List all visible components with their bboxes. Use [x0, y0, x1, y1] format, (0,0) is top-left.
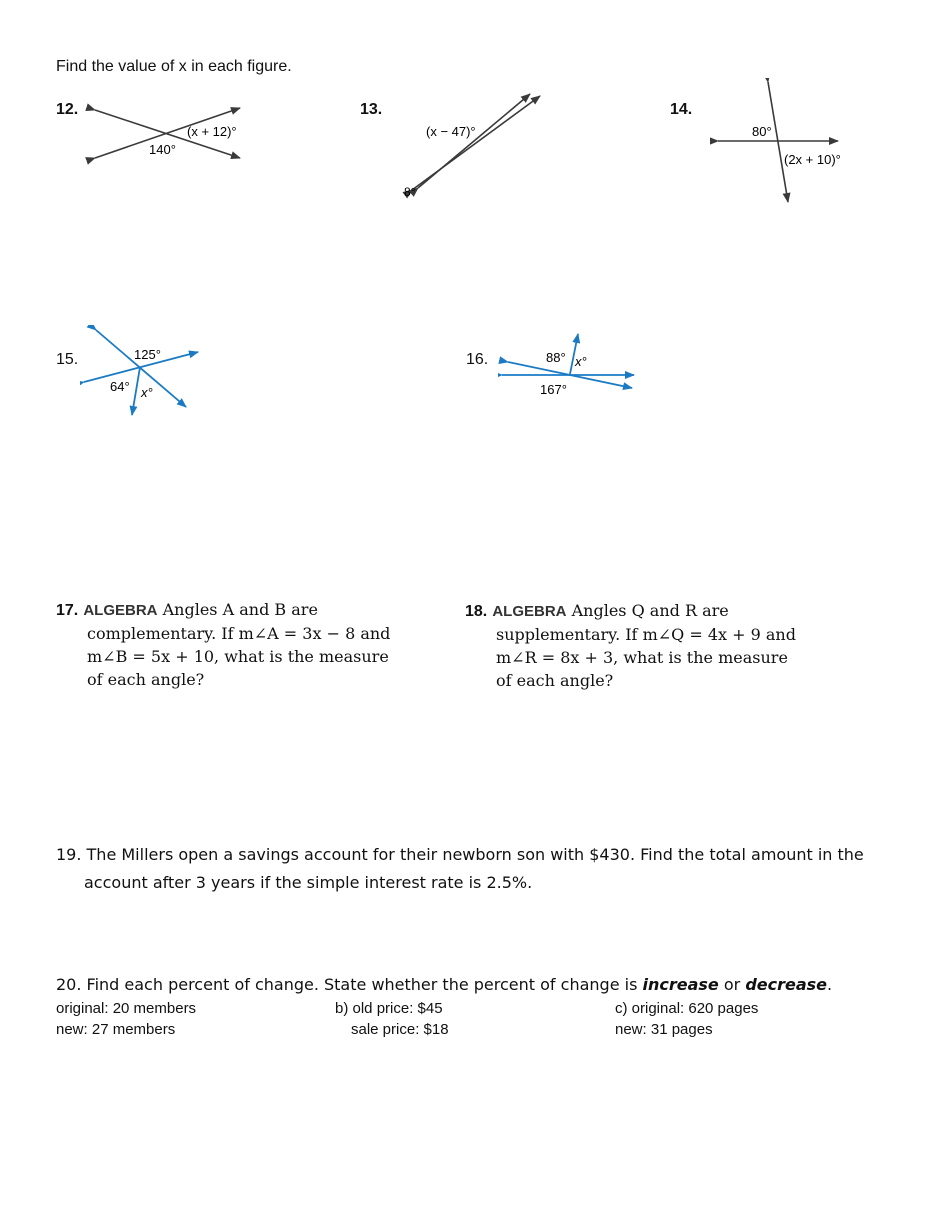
fig16-label-b: x° — [575, 354, 587, 369]
fig14-line-v — [768, 82, 788, 202]
fig15-ray — [132, 367, 140, 415]
part-c-line1: c) original: 620 pages — [615, 1000, 759, 1017]
part-b-line1: b) old price: $45 — [335, 1000, 443, 1017]
problem-20-part-a — [56, 998, 196, 1040]
problem-17-line1: Angles A and B are — [162, 600, 318, 619]
problem-17-line3: m∠B = 5x + 10, what is the measure — [87, 647, 389, 666]
figure-14 — [710, 78, 860, 206]
word-decrease: decrease — [745, 975, 828, 994]
fig12-label-a: (x + 12)° — [187, 124, 237, 139]
fig13-label-a: (x − 47)° — [426, 124, 476, 139]
instructions: Find the value of x in each figure. — [56, 58, 292, 75]
problem-18-line2: supplementary. If m∠Q = 4x + 9 and — [496, 625, 796, 644]
problem-16-number: 16. — [466, 351, 489, 368]
figure-15 — [80, 325, 205, 420]
problem-17-number: 17. — [56, 602, 79, 619]
problem-17-line4: of each angle? — [87, 670, 205, 689]
fig14-label-a: 80° — [752, 124, 772, 139]
part-a-line2: new: 27 members — [56, 1021, 176, 1038]
word-or: or — [718, 975, 746, 994]
figure-16 — [498, 330, 640, 400]
problem-20-part-c — [615, 998, 758, 1040]
problem-18-line3: m∠R = 8x + 3, what is the measure — [496, 648, 788, 667]
problem-19-line2: account after 3 years if the simple interest rate is 2.5%. — [84, 873, 533, 892]
problem-17 — [56, 598, 426, 691]
fig14-label-b: (2x + 10)° — [784, 152, 841, 167]
fig15-label-c: x° — [141, 385, 153, 400]
fig13-label-b: 8° — [404, 185, 416, 199]
problem-19-line1: 19. The Millers open a savings account for their newborn son with $430. Find the total amount in the — [56, 845, 864, 864]
problem-12-number: 12. — [56, 101, 79, 118]
problem-20-part-b — [335, 998, 449, 1040]
problem-18-number: 18. — [465, 603, 488, 620]
problem-18-line4: of each angle? — [496, 671, 614, 690]
problem-20-prompt — [56, 975, 936, 994]
problem-18-category: ALGEBRA — [492, 603, 567, 620]
fig15-label-a: 125° — [134, 347, 161, 362]
figure-13 — [400, 88, 560, 203]
word-increase: increase — [642, 975, 719, 994]
fig13-line-2 — [418, 94, 530, 188]
figure-12 — [85, 98, 255, 168]
fig16-label-c: 167° — [540, 382, 567, 397]
problem-17-line2: complementary. If m∠A = 3x − 8 and — [87, 624, 391, 643]
problem-19 — [56, 841, 936, 897]
problem-15-number: 15. — [56, 351, 79, 368]
problem-18-line1: Angles Q and R are — [571, 601, 729, 620]
prompt-period: . — [827, 975, 833, 994]
problem-17-category: ALGEBRA — [83, 602, 158, 619]
problem-20-prefix: 20. Find each percent of change. State whether the percent of change is — [56, 975, 643, 994]
problem-18 — [465, 599, 845, 692]
fig12-label-b: 140° — [149, 142, 176, 157]
problem-13-number: 13. — [360, 101, 383, 118]
part-b-line2: sale price: $18 — [351, 1021, 449, 1038]
fig15-label-b: 64° — [110, 379, 130, 394]
part-a-line1: original: 20 members — [56, 1000, 197, 1017]
fig16-label-a: 88° — [546, 350, 566, 365]
problem-14-number: 14. — [670, 101, 693, 118]
part-c-line2: new: 31 pages — [615, 1021, 713, 1038]
